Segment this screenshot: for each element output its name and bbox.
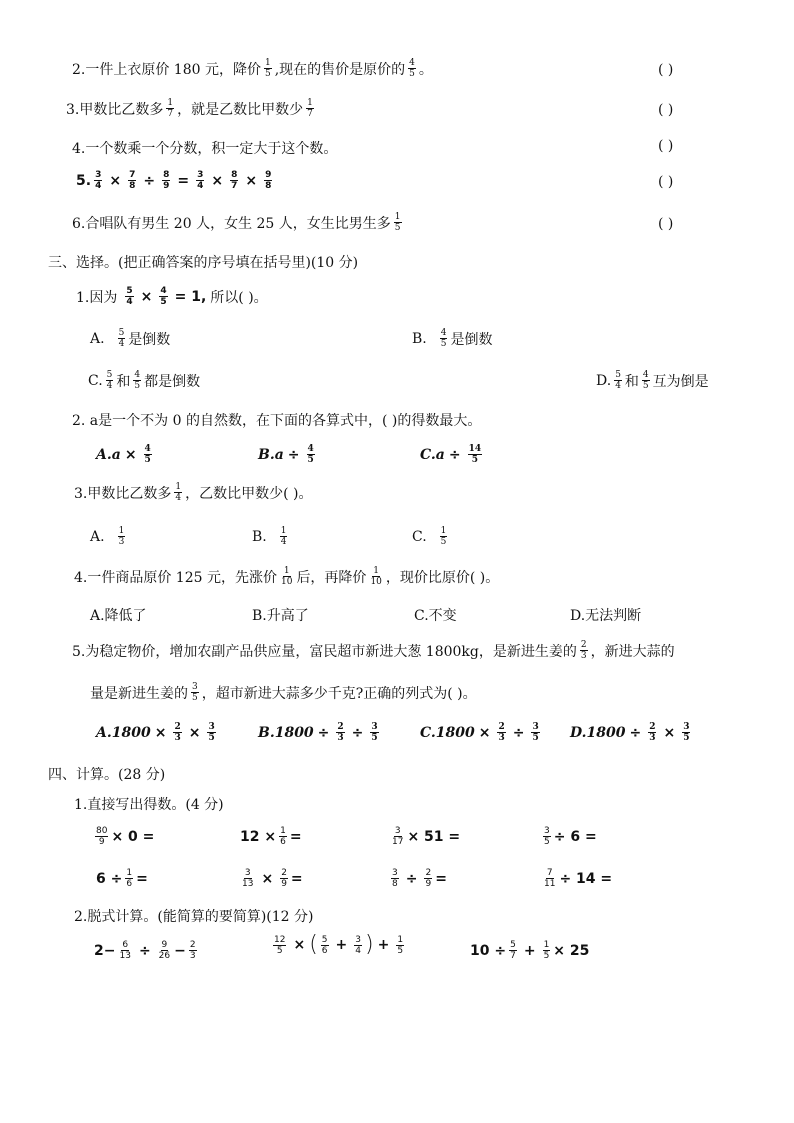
option-d[interactable]: D. $\frac{5}{4}$ 和 $\frac{4}{5}$ 互为倒是 bbox=[596, 370, 709, 391]
fraction: $\frac{1}{5}$ bbox=[264, 58, 271, 79]
option-d[interactable]: D.无法判断 bbox=[570, 608, 642, 624]
fraction: $\frac{6}{13}$ bbox=[119, 940, 131, 961]
fraction: $\frac{5}{4}$ bbox=[118, 328, 125, 349]
option-b[interactable]: B.升高了 bbox=[252, 608, 309, 624]
fraction: $\frac{3}{5}$ bbox=[192, 682, 198, 703]
fraction: $\frac{4}{5}$ bbox=[144, 444, 151, 465]
fraction: $\frac{3}{5}$ bbox=[208, 722, 215, 743]
fraction: $\frac{4}{5}$ bbox=[134, 370, 141, 391]
fraction: $\frac{2}{3}$ bbox=[580, 640, 587, 661]
option-b[interactable]: B. $\frac{4}{5}$ 是倒数 bbox=[412, 328, 493, 349]
calc-item: $\frac{3}{8}$ ÷ $\frac{2}{9}$ = bbox=[392, 868, 447, 889]
answer-paren[interactable]: ( ) bbox=[658, 102, 674, 118]
answer-paren[interactable]: ( ) bbox=[658, 174, 674, 190]
option-a[interactable]: A.a × $\frac{4}{5}$ bbox=[96, 444, 151, 465]
choice-question-3: 3.甲数比乙数多 $\frac{1}{4}$ ，乙数比甲数少( )。 bbox=[74, 482, 313, 503]
fraction: $\frac{1}{6}$ bbox=[280, 826, 286, 847]
fraction: $\frac{1}{7}$ bbox=[307, 98, 313, 119]
fraction: $\frac{2}{3}$ bbox=[498, 722, 505, 743]
choice-question-1: 1.因为 $\frac{5}{4}$ × $\frac{4}{5}$ = 1, 所以( )。 bbox=[76, 286, 268, 307]
calc-item: 12 × $\frac{1}{6}$ = bbox=[240, 826, 302, 847]
fraction: $\frac{9}{8}$ bbox=[265, 170, 272, 191]
option-a[interactable]: A. $\frac{5}{4}$ 是倒数 bbox=[90, 328, 171, 349]
fraction: $\frac{3}{4}$ bbox=[355, 934, 361, 956]
tf-question-6: 6.合唱队有男生 20 人，女生 25 人，女生比男生多 $\frac{1}{5}$ bbox=[72, 212, 401, 233]
fraction: $\frac{4}{5}$ bbox=[409, 58, 415, 79]
choice-question-5-line-1: 5.为稳定物价，增加农副产品供应量，富民超市新进大葱 1800kg，是新进生姜的 $\frac{2}{3}$ ，新进大蒜的 bbox=[72, 640, 675, 661]
expression-2: $\frac{12}{5}$ × ( $\frac{5}{6}$ + $\frac{3}{4}$ ) + $\frac{1}{5}$ bbox=[274, 932, 404, 957]
fraction: $\frac{1}{7}$ bbox=[167, 98, 174, 119]
option-b[interactable]: B. $\frac{1}{4}$ bbox=[252, 526, 287, 547]
question-text: 2.一件上衣原价 180 元，降价 bbox=[72, 61, 261, 78]
fraction: $\frac{4}{5}$ bbox=[440, 328, 447, 349]
option-c[interactable]: C.1800 × $\frac{2}{3}$ ÷ $\frac{3}{5}$ bbox=[420, 722, 539, 743]
fraction: $\frac{1}{5}$ bbox=[543, 940, 550, 961]
option-b[interactable]: B.1800 ÷ $\frac{2}{3}$ ÷ $\frac{3}{5}$ bbox=[258, 722, 378, 743]
answer-paren[interactable]: ( ) bbox=[658, 62, 674, 78]
fraction: $\frac{2}{9}$ bbox=[281, 868, 287, 889]
tf-question-4: 4.一个数乘一个分数，积一定大于这个数。 bbox=[72, 141, 338, 157]
tf-question-2: 2.一件上衣原价 180 元，降价 $\frac{1}{5}$ ,现在的售价是原价的 $\frac{4}{5}$ 。 bbox=[72, 58, 433, 79]
expression-3: 10 ÷ $\frac{5}{7}$ + $\frac{1}{5}$ × 25 bbox=[470, 940, 590, 961]
option-c[interactable]: C. $\frac{1}{5}$ bbox=[412, 526, 447, 547]
calc-item: 6 ÷ $\frac{1}{6}$ = bbox=[96, 868, 148, 889]
fraction: $\frac{1}{4}$ bbox=[175, 482, 182, 503]
option-a[interactable]: A.1800 × $\frac{2}{3}$ × $\frac{3}{5}$ bbox=[96, 722, 215, 743]
fraction: $\frac{3}{4}$ bbox=[95, 170, 102, 191]
fraction: $\frac{3}{17}$ bbox=[392, 826, 404, 847]
fraction: $\frac{1}{3}$ bbox=[118, 526, 125, 547]
calc-item: $\frac{7}{11}$ ÷ 14 = bbox=[544, 868, 613, 889]
fraction: $\frac{1}{10}$ bbox=[280, 566, 293, 587]
fraction: $\frac{8}{9}$ bbox=[163, 170, 170, 191]
fraction: $\frac{80}{9}$ bbox=[96, 826, 108, 847]
option-d[interactable]: D.1800 ÷ $\frac{2}{3}$ × $\frac{3}{5}$ bbox=[570, 722, 690, 743]
fraction: $\frac{2}{3}$ bbox=[649, 722, 656, 743]
tf-question-5: 5. $\frac{3}{4}$ × $\frac{7}{8}$ ÷ $\frac{8}{9}$ = $\frac{3}{4}$ × $\frac{8}{7}$ × $\frac{9}{8}$ bbox=[76, 170, 272, 191]
answer-paren[interactable]: ( ) bbox=[658, 138, 674, 154]
fraction: $\frac{1}{4}$ bbox=[280, 526, 287, 547]
fraction: $\frac{5}{6}$ bbox=[321, 934, 328, 956]
fraction: $\frac{1}{5}$ bbox=[394, 212, 401, 233]
choice-question-5-line-2: 量是新进生姜的 $\frac{3}{5}$ ，超市新进大蒜多少千克?正确的列式为( )。 bbox=[90, 682, 477, 703]
fraction: $\frac{1}{10}$ bbox=[370, 566, 382, 587]
fraction: $\frac{9}{26}$ bbox=[158, 940, 171, 961]
tf-question-3: 3.甲数比乙数多 $\frac{1}{7}$ ，就是乙数比甲数少 $\frac{1}{7}$ bbox=[66, 98, 313, 119]
fraction: $\frac{14}{5}$ bbox=[468, 444, 482, 465]
fraction: $\frac{3}{5}$ bbox=[683, 722, 690, 743]
fraction: $\frac{8}{7}$ bbox=[231, 170, 238, 191]
choice-question-4: 4.一件商品原价 125 元，先涨价 $\frac{1}{10}$ 后，再降价 $\frac{1}{10}$ ，现价比原价( )。 bbox=[74, 566, 500, 587]
fraction: $\frac{5}{4}$ bbox=[106, 370, 113, 391]
fraction: $\frac{5}{4}$ bbox=[615, 370, 621, 391]
fraction: $\frac{4}{5}$ bbox=[160, 286, 167, 307]
right-paren: ) bbox=[364, 932, 374, 957]
fraction: $\frac{7}{11}$ bbox=[544, 868, 556, 889]
left-paren: ( bbox=[309, 932, 318, 957]
fraction: $\frac{3}{13}$ bbox=[242, 868, 254, 889]
option-a[interactable]: A. $\frac{1}{3}$ bbox=[90, 526, 125, 547]
fraction: $\frac{4}{5}$ bbox=[642, 370, 649, 391]
calc-item: $\frac{3}{17}$ × 51 = bbox=[392, 826, 461, 847]
fraction: $\frac{2}{3}$ bbox=[189, 940, 196, 961]
calc-item: $\frac{3}{5}$ ÷ 6 = bbox=[544, 826, 597, 847]
fraction: $\frac{3}{4}$ bbox=[197, 170, 204, 191]
fraction: $\frac{5}{4}$ bbox=[126, 286, 133, 307]
section-3-title: 三、选择。(把正确答案的序号填在括号里)(10 分) bbox=[48, 255, 359, 271]
question-text: ,现在的售价是原价的 bbox=[274, 61, 406, 78]
fraction: $\frac{1}{6}$ bbox=[126, 868, 133, 889]
fraction: $\frac{3}{5}$ bbox=[371, 722, 378, 743]
fraction: $\frac{3}{8}$ bbox=[392, 868, 398, 889]
subsection-1-title: 1.直接写出得数。(4 分) bbox=[74, 797, 224, 813]
expression-1: 2− $\frac{6}{13}$ ÷ $\frac{9}{26}$ − $\frac{2}{3}$ bbox=[94, 940, 196, 961]
subsection-2-title: 2.脱式计算。(能简算的要简算)(12 分) bbox=[74, 909, 314, 925]
fraction: $\frac{1}{5}$ bbox=[397, 934, 404, 956]
option-c[interactable]: C.a ÷ $\frac{14}{5}$ bbox=[420, 444, 482, 465]
fraction: $\frac{5}{7}$ bbox=[510, 940, 516, 961]
fraction: $\frac{2}{3}$ bbox=[174, 722, 181, 743]
answer-paren[interactable]: ( ) bbox=[658, 216, 674, 232]
option-b[interactable]: B.a ÷ $\frac{4}{5}$ bbox=[258, 444, 314, 465]
section-4-title: 四、计算。(28 分) bbox=[48, 767, 166, 783]
fraction: $\frac{2}{3}$ bbox=[337, 722, 344, 743]
option-a[interactable]: A.降低了 bbox=[90, 608, 147, 624]
fraction: $\frac{3}{5}$ bbox=[532, 722, 539, 743]
option-c[interactable]: C.不变 bbox=[414, 608, 457, 624]
calc-item: $\frac{3}{13}$ × $\frac{2}{9}$ = bbox=[242, 868, 303, 889]
fraction: $\frac{1}{5}$ bbox=[440, 526, 447, 547]
calc-item: $\frac{80}{9}$ × 0 = bbox=[96, 826, 155, 847]
fraction: $\frac{7}{8}$ bbox=[129, 170, 136, 191]
fraction: $\frac{2}{9}$ bbox=[425, 868, 432, 889]
fraction: $\frac{12}{5}$ bbox=[274, 934, 286, 956]
fraction: $\frac{4}{5}$ bbox=[307, 444, 314, 465]
fraction: $\frac{3}{5}$ bbox=[544, 826, 550, 847]
choice-question-2: 2. a是一个不为 0 的自然数，在下面的各算式中，( )的得数最大。 bbox=[72, 413, 482, 429]
option-c[interactable]: C. $\frac{5}{4}$ 和 $\frac{4}{5}$ 都是倒数 bbox=[88, 370, 201, 391]
